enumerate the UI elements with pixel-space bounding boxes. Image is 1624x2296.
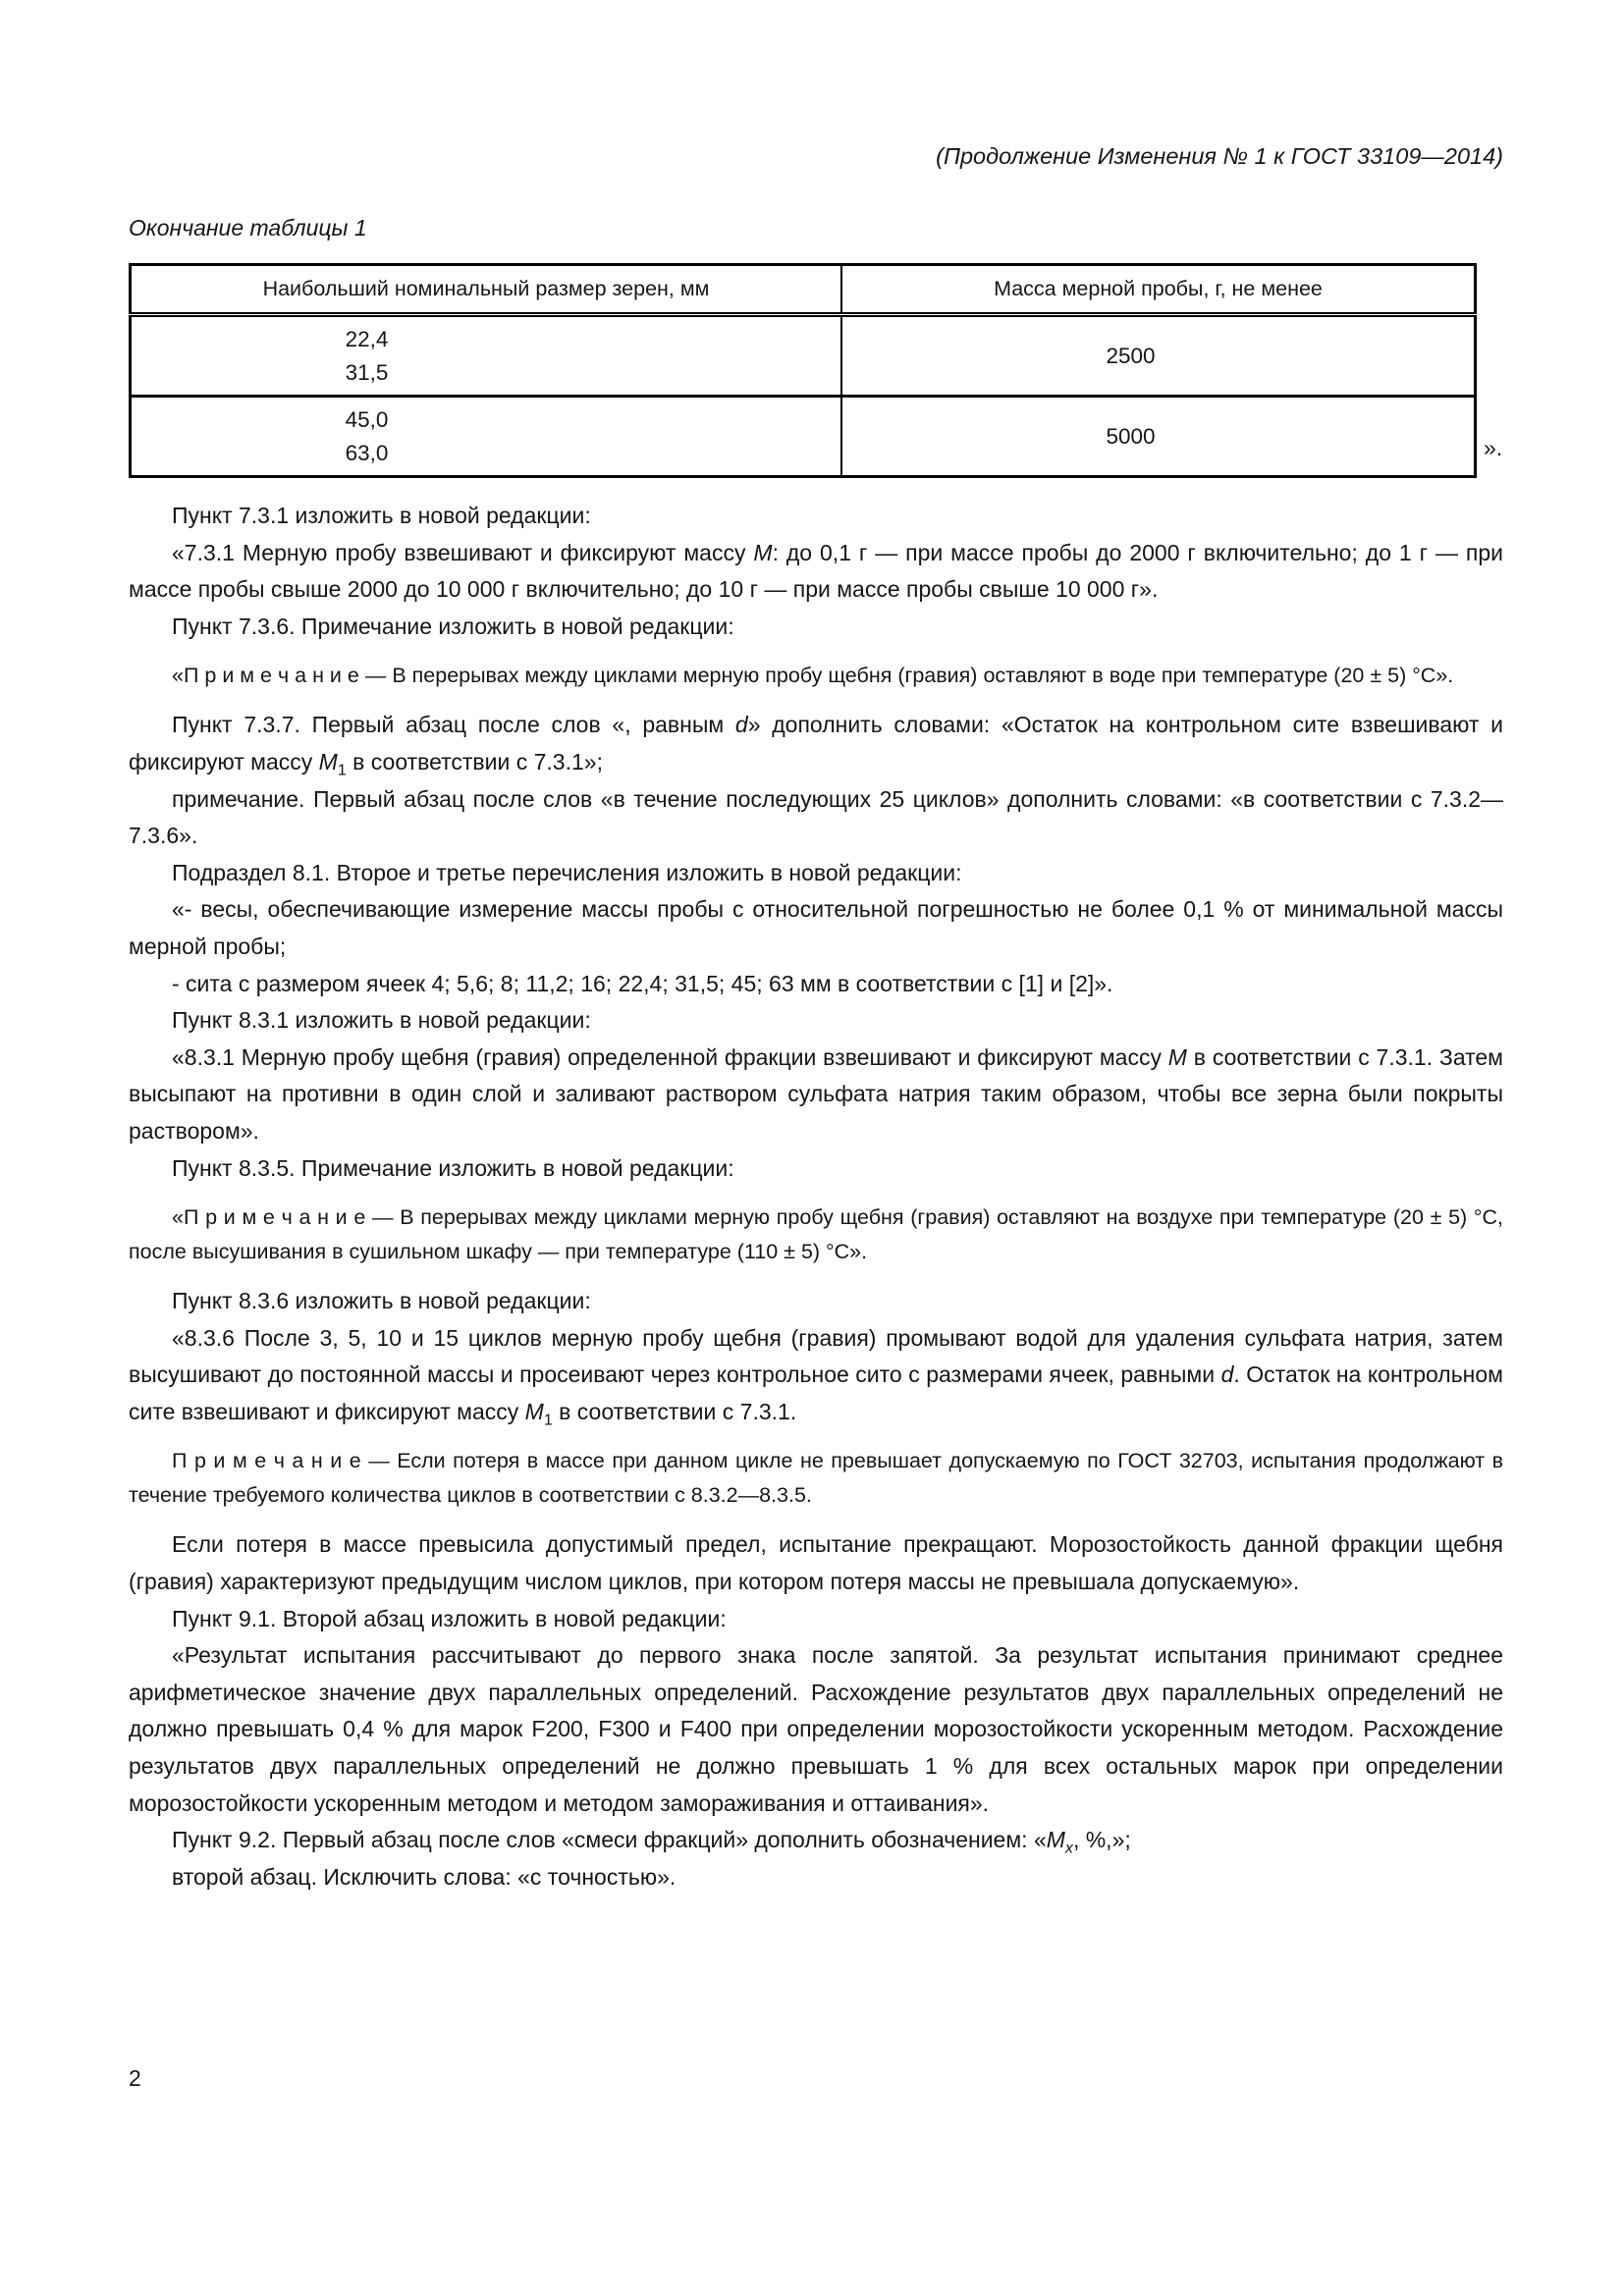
paragraph: - сита с размером ячеек 4; 5,6; 8; 11,2; 16; 22,4; 31,5; 45; 63 мм в соответствии с [1] и [2]». [172, 970, 1113, 996]
grain-size-cell [131, 315, 842, 397]
table-body [131, 315, 1476, 477]
note-paragraph: П р и м е ч а н и е — Если потеря в массе при данном цикле не превышает допускаемую по ГОСТ 32703, испытания продолжают в течение требуемого количества циклов в соответствии с 8.3.2—8.3.5. [129, 1449, 1503, 1508]
paragraph: Пункт 8.3.1 изложить в новой редакции: [172, 1007, 591, 1034]
paragraph: второй абзац. Исключить слова: «с точностью». [172, 1863, 677, 1890]
col-header-grain-size: Наибольший номинальный размер зерен, мм [131, 265, 842, 315]
paragraph: «- весы, обеспечивающие измерение массы пробы с относительной погрешностью не более 0,1 % от минимальной массы мерной пробы; [129, 896, 1503, 959]
grain-size-value: 31,5 [345, 359, 389, 385]
paragraph: «8.3.6 После 3, 5, 10 и 15 циклов мерную пробу щебня (гравия) промывают водой для удаления сульфата натрия, затем высушивают до постоянной массы и просеивают через контрольное сито с размерами ячеек, равными d. Остаток на контрольном сите взвешивают и фиксируют массу $М_1$ в соответствии с 7.3.1. [129, 1324, 1503, 1429]
paragraph: Пункт 9.2. Первый абзац после слов «смеси фракций» дополнить обозначением: «$М_х$, %,»; [172, 1827, 1131, 1857]
grain-size-value: 45,0 [345, 406, 389, 432]
paragraph: «7.3.1 Мерную пробу взвешивают и фиксируют массу М: до 0,1 г — при массе пробы до 2000 г включительно; до 1 г — при массе пробы свыше 2000 до 10 000 г включительно; до 10 г — при массе пробы свыше 10 000 г». [129, 539, 1503, 603]
closing-quote-mark: ». [1484, 435, 1503, 460]
col-header-sample-mass: Масса мерной пробы, г, не менее [841, 265, 1476, 315]
paragraph: «8.3.1 Мерную пробу щебня (гравия) определенной фракции взвешивают и фиксируют массу М в соответствии с 7.3.1. Затем высыпают на противни в один слой и заливают раствором сульфата натрия таким образом, чтобы все зерна были покрыты раствором». [129, 1043, 1503, 1144]
table-header-row [131, 265, 1476, 315]
paragraph: Пункт 8.3.5. Примечание изложить в новой редакции: [172, 1154, 734, 1181]
paragraph: Пункт 7.3.6. Примечание изложить в новой редакции: [172, 613, 734, 639]
paragraph: Пункт 9.1. Второй абзац изложить в новой редакции: [172, 1605, 727, 1631]
paragraph: «Результат испытания рассчитывают до первого знака после запятой. За результат испытания принимают среднее арифметическое значение двух параллельных определений. Расхождение результатов двух параллельных определений не должно превышать 0,4 % для марок F200, F300 и F400 при определении морозостойкости ускоренным методом. Расхождение результатов двух параллельных определений не должно превышать 1 % для всех остальных марок при определении морозостойкости ускоренным методом и методом замораживания и оттаивания». [129, 1642, 1503, 1816]
paragraph: Подраздел 8.1. Второе и третье перечисления изложить в новой редакции: [172, 859, 962, 885]
sample-mass-cell: 5000 [841, 397, 1476, 477]
note-paragraph: «П р и м е ч а н и е — В перерывах между циклами мерную пробу щебня (гравия) оставляют в воде при температуре (20 ± 5) °С». [172, 664, 1454, 688]
table-caption: Окончание таблицы 1 [129, 215, 367, 240]
grain-size-value: 22,4 [345, 326, 389, 351]
grain-size-cell [131, 397, 842, 477]
paragraph: Пункт 8.3.6 изложить в новой редакции: [172, 1288, 591, 1314]
table-row [131, 315, 1476, 397]
table-row [131, 397, 1476, 477]
paragraph: Пункт 7.3.1 изложить в новой редакции: [172, 503, 591, 528]
paragraph: примечание. Первый абзац после слов «в течение последующих 25 циклов» дополнить словами: «в соответствии с 7.3.2—7.3.6». [129, 785, 1503, 849]
note-paragraph: «П р и м е ч а н и е — В перерывах между циклами мерную пробу щебня (гравия) оставляют на воздухе при температуре (20 ± 5) °С, после высушивания в сушильном шкафу — при температуре (110 ± 5) °С». [129, 1205, 1503, 1264]
grain-size-value: 63,0 [345, 440, 389, 465]
paragraph: Если потеря в массе превысила допустимый предел, испытание прекращают. Морозостойкость данной фракции щебня (гравия) характеризуют предыдущим числом циклов, при котором потеря массы не превышала допускаемую». [129, 1531, 1503, 1595]
paragraph: Пункт 7.3.7. Первый абзац после слов «, равным d» дополнить словами: «Остаток на контрольном сите взвешивают и фиксируют массу $М_1$ в соответствии с 7.3.1»; [129, 712, 1503, 779]
page-number: 2 [129, 2065, 141, 2091]
sample-mass-cell: 2500 [1106, 343, 1156, 368]
grain-size-mass-table [129, 263, 1477, 478]
running-header: (Продолжение Изменения № 1 к ГОСТ 33109—2014) [936, 143, 1503, 169]
amendment-text [129, 498, 1503, 1896]
